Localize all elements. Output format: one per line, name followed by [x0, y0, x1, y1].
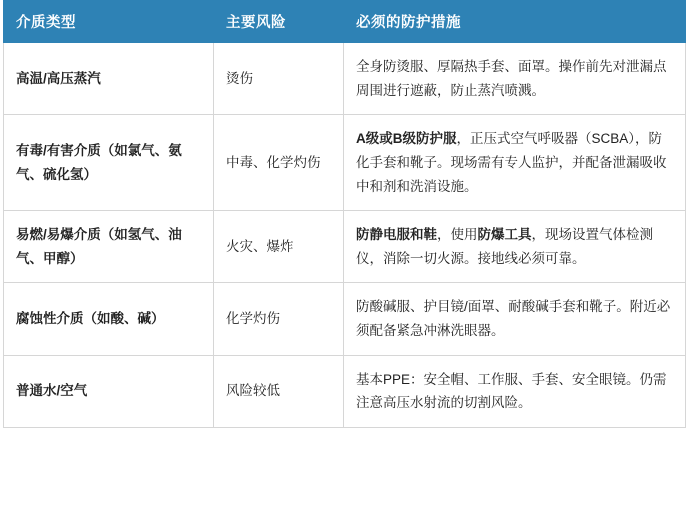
cell-main-risk: 化学灼伤 [214, 283, 344, 355]
cell-required-measures [344, 43, 686, 115]
cell-required-measures [344, 283, 686, 355]
measure-text: ，使用 [437, 227, 478, 243]
cell-required-measures [344, 211, 686, 283]
cell-required-measures [344, 355, 686, 427]
cell-media-type: 易燃/易爆介质（如氢气、油气、甲醇） [4, 211, 214, 283]
table-row [4, 355, 686, 427]
measure-emphasis: A级或B级防护服 [356, 131, 457, 147]
column-header-required-measures: 必须的防护措施 [344, 1, 686, 43]
media-risk-protection-table [3, 0, 686, 428]
cell-main-risk: 火灾、爆炸 [214, 211, 344, 283]
table-row [4, 115, 686, 211]
measure-text: 基本PPE：安全帽、工作服、手套、安全眼镜。仍需注意高压水射流的切割风险。 [356, 371, 667, 411]
cell-media-type: 有毒/有害介质（如氯气、氨气、硫化氢） [4, 115, 214, 211]
measure-text: ，现场设置气体检测仪，消除一切火源。接地线必须可靠。 [356, 227, 653, 266]
measure-emphasis: 防爆工具 [477, 227, 532, 243]
table-row [4, 211, 686, 283]
table-row [4, 283, 686, 355]
column-header-main-risk: 主要风险 [214, 1, 344, 43]
table-header [4, 1, 686, 43]
cell-media-type: 高温/高压蒸汽 [4, 43, 214, 115]
measure-text: ，正压式空气呼吸器（SCBA），防化手套和靴子。现场需有专人监护，并配备泄漏吸收中和剂和洗消设施。 [356, 131, 667, 194]
cell-media-type: 普通水/空气 [4, 355, 214, 427]
cell-main-risk: 风险较低 [214, 355, 344, 427]
cell-media-type: 腐蚀性介质（如酸、碱） [4, 283, 214, 355]
table-body [4, 43, 686, 428]
column-header-media-type: 介质类型 [4, 1, 214, 43]
cell-main-risk: 烫伤 [214, 43, 344, 115]
measure-text: 全身防烫服、厚隔热手套、面罩。操作前先对泄漏点周围进行遮蔽，防止蒸汽喷溅。 [356, 59, 667, 98]
measure-emphasis: 防静电服和鞋 [356, 227, 437, 243]
measure-text: 防酸碱服、护目镜/面罩、耐酸碱手套和靴子。附近必须配备紧急冲淋洗眼器。 [356, 299, 671, 338]
cell-required-measures [344, 115, 686, 211]
cell-main-risk: 中毒、化学灼伤 [214, 115, 344, 211]
table-row [4, 43, 686, 115]
table-header-row [4, 1, 686, 43]
